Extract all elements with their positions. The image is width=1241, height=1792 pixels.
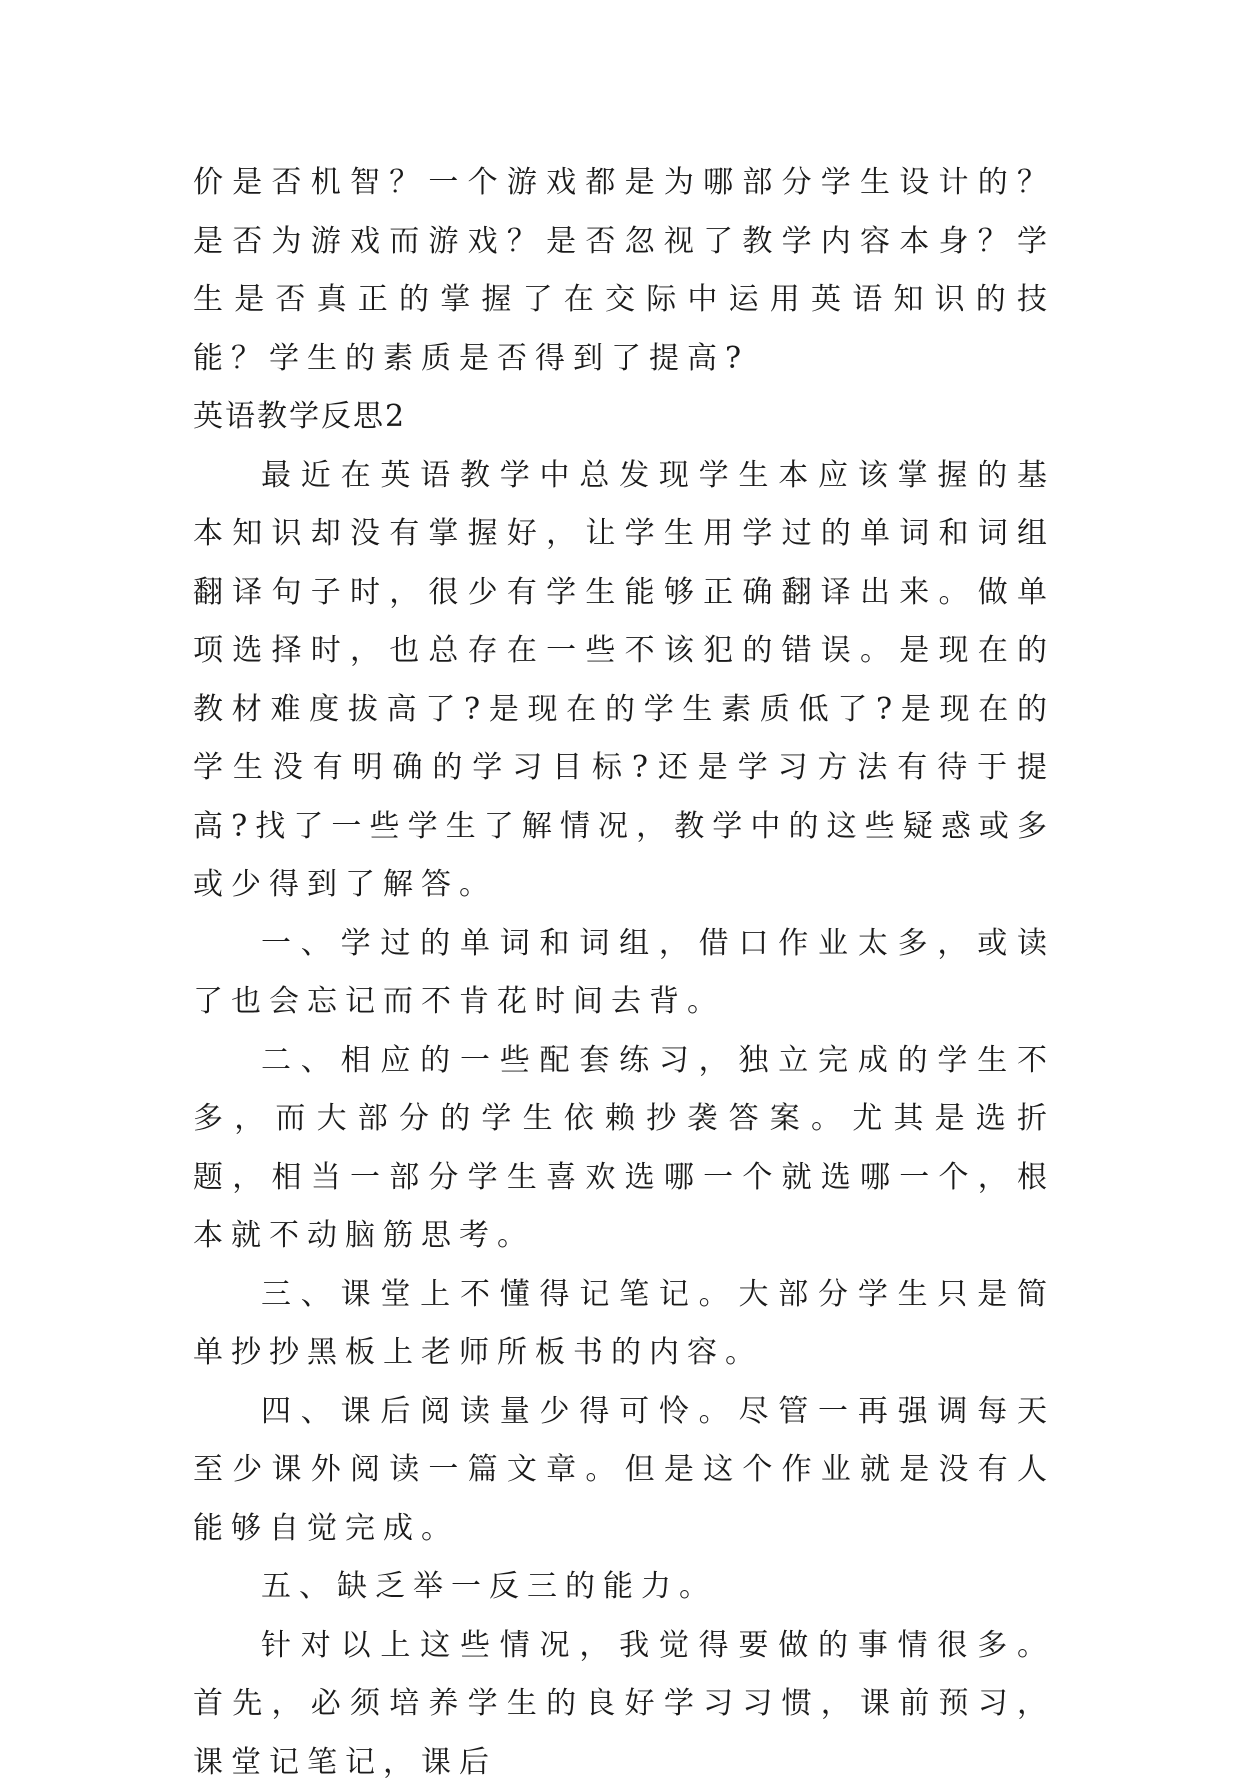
paragraph-point-5: 五、缺乏举一反三的能力。 <box>193 1558 1055 1617</box>
paragraph-point-2: 二、相应的一些配套练习，独立完成的学生不多，而大部分的学生依赖抄袭答案。尤其是选折题，相当一部分学生喜欢选哪一个就选哪一个，根本就不动脑筋思考。 <box>193 1032 1055 1266</box>
paragraph-point-4: 四、课后阅读量少得可怜。尽管一再强调每天至少课外阅读一篇文章。但是这个作业就是没有人能够自觉完成。 <box>193 1383 1055 1559</box>
paragraph-conclusion: 针对以上这些情况，我觉得要做的事情很多。首先，必须培养学生的良好学习习惯，课前预习，课堂记笔记，课后 <box>193 1617 1055 1792</box>
paragraph-point-3: 三、课堂上不懂得记笔记。大部分学生只是简单抄抄黑板上老师所板书的内容。 <box>193 1266 1055 1383</box>
paragraph-intro: 最近在英语教学中总发现学生本应该掌握的基本知识却没有掌握好，让学生用学过的单词和词组翻译句子时，很少有学生能够正确翻译出来。做单项选择时，也总存在一些不该犯的错误。是现在的教材难度拔高了?是现在的学生素质低了?是现在的学生没有明确的学习目标?还是学习方法有待于提高?找了一些学生了解情况，教学中的这些疑惑或多或少得到了解答。 <box>193 447 1055 915</box>
continuation-paragraph: 价是否机智？一个游戏都是为哪部分学生设计的？是否为游戏而游戏？是否忽视了教学内容本身？学生是否真正的掌握了在交际中运用英语知识的技能？学生的素质是否得到了提高? <box>193 154 1055 388</box>
paragraph-point-1: 一、学过的单词和词组，借口作业太多，或读了也会忘记而不肯花时间去背。 <box>193 915 1055 1032</box>
section-title: 英语教学反思2 <box>193 388 1055 447</box>
document-body <box>193 154 1055 1792</box>
